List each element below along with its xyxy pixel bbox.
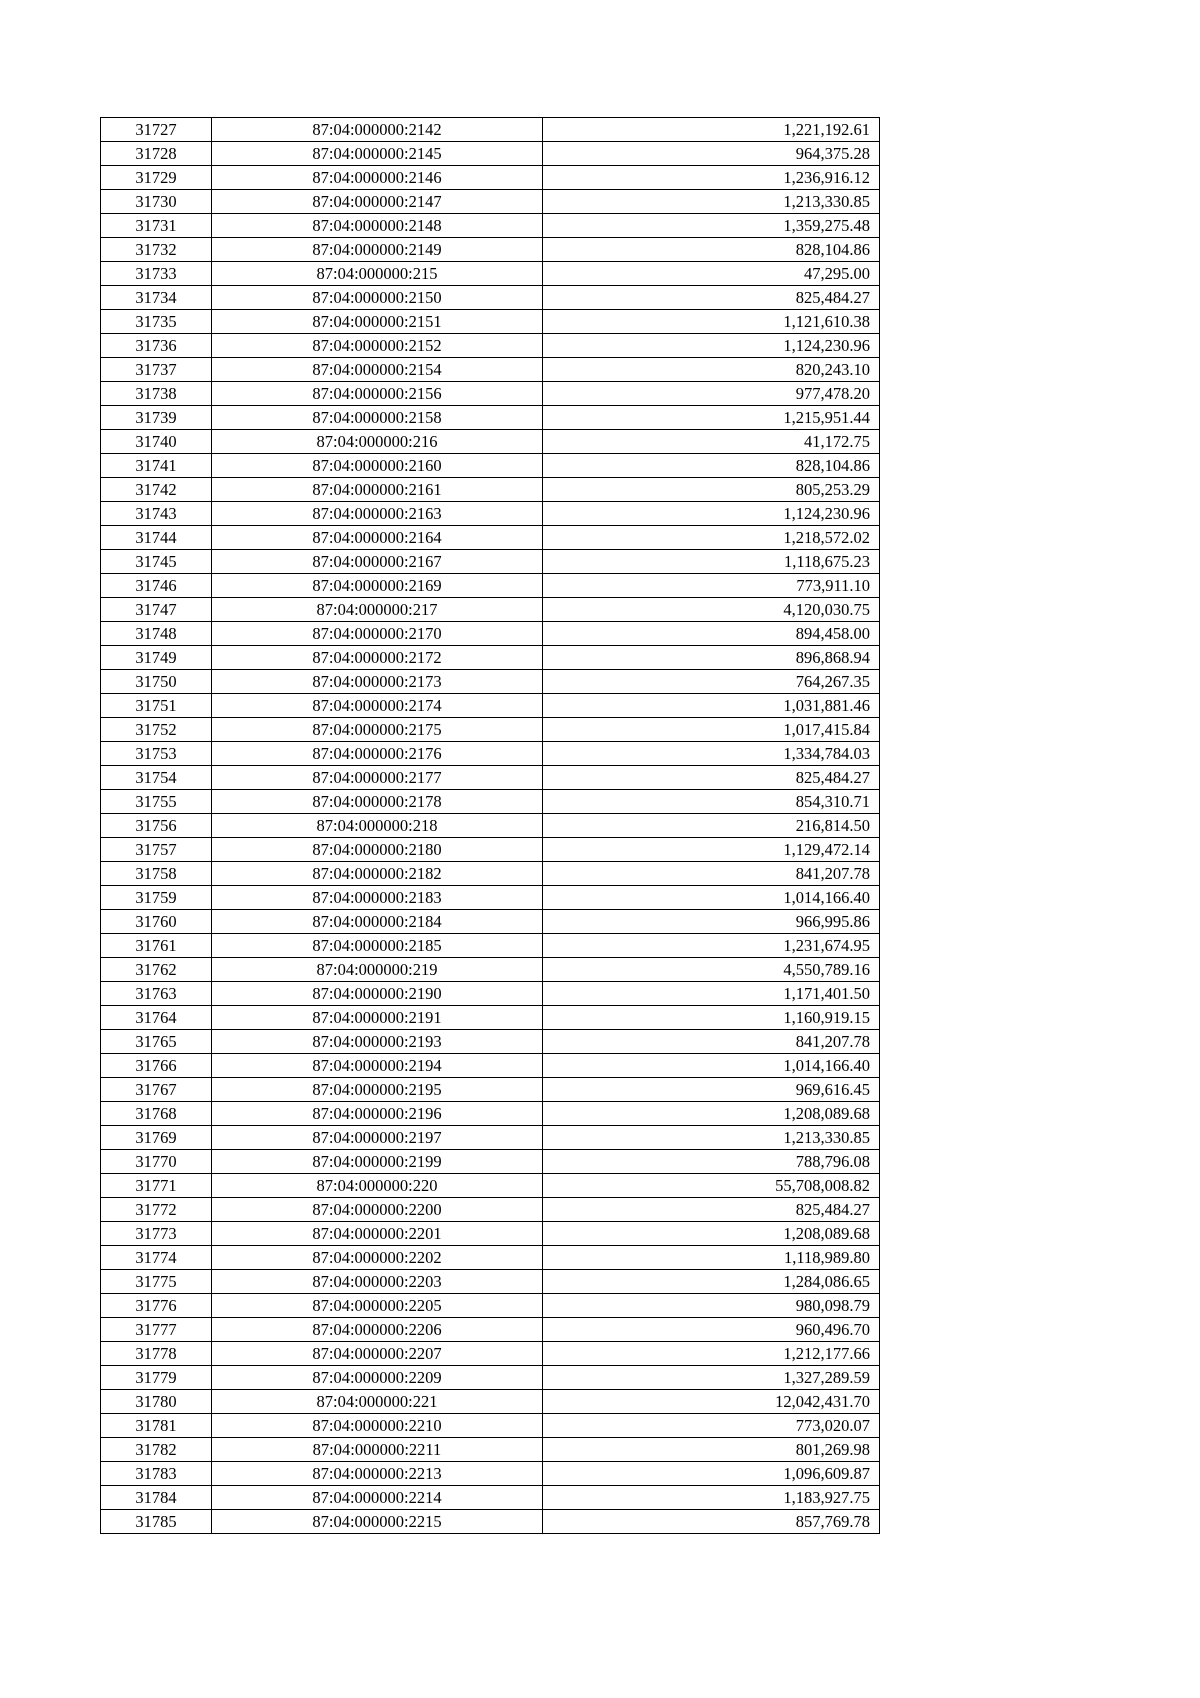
row-number-cell: 31761 [101, 934, 212, 958]
table-row [101, 1342, 880, 1366]
table-row [101, 982, 880, 1006]
table-row [101, 310, 880, 334]
row-number-cell: 31781 [101, 1414, 212, 1438]
table-row [101, 742, 880, 766]
value-cell: 1,118,675.23 [543, 550, 880, 574]
table-row [101, 910, 880, 934]
value-cell: 828,104.86 [543, 454, 880, 478]
row-number-cell: 31765 [101, 1030, 212, 1054]
cadastral-number-cell: 87:04:000000:2206 [212, 1318, 543, 1342]
row-number-cell: 31737 [101, 358, 212, 382]
value-cell: 1,231,674.95 [543, 934, 880, 958]
cadastral-number-cell: 87:04:000000:2174 [212, 694, 543, 718]
table-row [101, 478, 880, 502]
table-row [101, 790, 880, 814]
row-number-cell: 31745 [101, 550, 212, 574]
row-number-cell: 31748 [101, 622, 212, 646]
table-row [101, 838, 880, 862]
value-cell: 55,708,008.82 [543, 1174, 880, 1198]
cadastral-number-cell: 87:04:000000:2191 [212, 1006, 543, 1030]
value-cell: 1,017,415.84 [543, 718, 880, 742]
value-cell: 773,911.10 [543, 574, 880, 598]
cadastral-number-cell: 87:04:000000:2196 [212, 1102, 543, 1126]
table-row [101, 214, 880, 238]
cadastral-number-cell: 87:04:000000:2148 [212, 214, 543, 238]
value-cell: 4,550,789.16 [543, 958, 880, 982]
row-number-cell: 31756 [101, 814, 212, 838]
value-cell: 1,118,989.80 [543, 1246, 880, 1270]
row-number-cell: 31734 [101, 286, 212, 310]
value-cell: 980,098.79 [543, 1294, 880, 1318]
value-cell: 1,160,919.15 [543, 1006, 880, 1030]
row-number-cell: 31777 [101, 1318, 212, 1342]
table-row [101, 262, 880, 286]
row-number-cell: 31742 [101, 478, 212, 502]
cadastral-number-cell: 87:04:000000:2190 [212, 982, 543, 1006]
cadastral-number-cell: 87:04:000000:2167 [212, 550, 543, 574]
value-cell: 1,014,166.40 [543, 1054, 880, 1078]
row-number-cell: 31732 [101, 238, 212, 262]
cadastral-number-cell: 87:04:000000:2147 [212, 190, 543, 214]
value-cell: 773,020.07 [543, 1414, 880, 1438]
table-row [101, 1198, 880, 1222]
row-number-cell: 31755 [101, 790, 212, 814]
cadastral-number-cell: 87:04:000000:2202 [212, 1246, 543, 1270]
table-row [101, 142, 880, 166]
cadastral-number-cell: 87:04:000000:2154 [212, 358, 543, 382]
value-cell: 825,484.27 [543, 766, 880, 790]
cadastral-number-cell: 87:04:000000:2156 [212, 382, 543, 406]
table-row [101, 334, 880, 358]
value-cell: 1,236,916.12 [543, 166, 880, 190]
table-row [101, 1246, 880, 1270]
table-row [101, 1390, 880, 1414]
row-number-cell: 31780 [101, 1390, 212, 1414]
cadastral-number-cell: 87:04:000000:2146 [212, 166, 543, 190]
value-cell: 1,218,572.02 [543, 526, 880, 550]
data-table [100, 117, 880, 1534]
cadastral-number-cell: 87:04:000000:2197 [212, 1126, 543, 1150]
row-number-cell: 31741 [101, 454, 212, 478]
table-row [101, 406, 880, 430]
value-cell: 966,995.86 [543, 910, 880, 934]
table-row [101, 526, 880, 550]
value-cell: 841,207.78 [543, 1030, 880, 1054]
cadastral-number-cell: 87:04:000000:2161 [212, 478, 543, 502]
row-number-cell: 31738 [101, 382, 212, 406]
table-row [101, 574, 880, 598]
table-row [101, 1006, 880, 1030]
cadastral-number-cell: 87:04:000000:2199 [212, 1150, 543, 1174]
table-row [101, 1318, 880, 1342]
value-cell: 1,208,089.68 [543, 1222, 880, 1246]
cadastral-number-cell: 87:04:000000:2203 [212, 1270, 543, 1294]
table-row [101, 958, 880, 982]
cadastral-number-cell: 87:04:000000:2180 [212, 838, 543, 862]
value-cell: 1,334,784.03 [543, 742, 880, 766]
table-row [101, 166, 880, 190]
row-number-cell: 31743 [101, 502, 212, 526]
row-number-cell: 31766 [101, 1054, 212, 1078]
value-cell: 805,253.29 [543, 478, 880, 502]
value-cell: 820,243.10 [543, 358, 880, 382]
table-row [101, 766, 880, 790]
value-cell: 4,120,030.75 [543, 598, 880, 622]
value-cell: 828,104.86 [543, 238, 880, 262]
cadastral-number-cell: 87:04:000000:215 [212, 262, 543, 286]
row-number-cell: 31740 [101, 430, 212, 454]
row-number-cell: 31749 [101, 646, 212, 670]
row-number-cell: 31758 [101, 862, 212, 886]
value-cell: 977,478.20 [543, 382, 880, 406]
cadastral-number-cell: 87:04:000000:2200 [212, 1198, 543, 1222]
row-number-cell: 31754 [101, 766, 212, 790]
cadastral-number-cell: 87:04:000000:217 [212, 598, 543, 622]
table-row [101, 1438, 880, 1462]
row-number-cell: 31746 [101, 574, 212, 598]
table-row [101, 862, 880, 886]
table-row [101, 694, 880, 718]
cadastral-number-cell: 87:04:000000:2152 [212, 334, 543, 358]
row-number-cell: 31776 [101, 1294, 212, 1318]
row-number-cell: 31773 [101, 1222, 212, 1246]
cadastral-number-cell: 87:04:000000:2178 [212, 790, 543, 814]
cadastral-number-cell: 87:04:000000:2182 [212, 862, 543, 886]
row-number-cell: 31772 [101, 1198, 212, 1222]
table-row [101, 430, 880, 454]
value-cell: 1,213,330.85 [543, 1126, 880, 1150]
cadastral-number-cell: 87:04:000000:2150 [212, 286, 543, 310]
row-number-cell: 31728 [101, 142, 212, 166]
value-cell: 41,172.75 [543, 430, 880, 454]
table-row [101, 190, 880, 214]
cadastral-number-cell: 87:04:000000:2158 [212, 406, 543, 430]
row-number-cell: 31770 [101, 1150, 212, 1174]
cadastral-number-cell: 87:04:000000:219 [212, 958, 543, 982]
cadastral-number-cell: 87:04:000000:218 [212, 814, 543, 838]
value-cell: 1,171,401.50 [543, 982, 880, 1006]
value-cell: 764,267.35 [543, 670, 880, 694]
cadastral-number-cell: 87:04:000000:2214 [212, 1486, 543, 1510]
cadastral-number-cell: 87:04:000000:220 [212, 1174, 543, 1198]
row-number-cell: 31775 [101, 1270, 212, 1294]
row-number-cell: 31736 [101, 334, 212, 358]
row-number-cell: 31759 [101, 886, 212, 910]
cadastral-number-cell: 87:04:000000:221 [212, 1390, 543, 1414]
table-row [101, 1414, 880, 1438]
table-row [101, 1486, 880, 1510]
row-number-cell: 31778 [101, 1342, 212, 1366]
value-cell: 1,215,951.44 [543, 406, 880, 430]
cadastral-number-cell: 87:04:000000:2213 [212, 1462, 543, 1486]
row-number-cell: 31735 [101, 310, 212, 334]
cadastral-number-cell: 87:04:000000:2176 [212, 742, 543, 766]
table-row [101, 1174, 880, 1198]
table-row [101, 814, 880, 838]
table-row [101, 1270, 880, 1294]
cadastral-number-cell: 87:04:000000:2175 [212, 718, 543, 742]
cadastral-number-cell: 87:04:000000:216 [212, 430, 543, 454]
row-number-cell: 31760 [101, 910, 212, 934]
value-cell: 788,796.08 [543, 1150, 880, 1174]
cadastral-number-cell: 87:04:000000:2149 [212, 238, 543, 262]
cadastral-number-cell: 87:04:000000:2205 [212, 1294, 543, 1318]
row-number-cell: 31727 [101, 118, 212, 142]
table-row [101, 1510, 880, 1534]
row-number-cell: 31767 [101, 1078, 212, 1102]
cadastral-number-cell: 87:04:000000:2173 [212, 670, 543, 694]
cadastral-number-cell: 87:04:000000:2145 [212, 142, 543, 166]
row-number-cell: 31784 [101, 1486, 212, 1510]
table-row [101, 238, 880, 262]
value-cell: 841,207.78 [543, 862, 880, 886]
row-number-cell: 31782 [101, 1438, 212, 1462]
row-number-cell: 31768 [101, 1102, 212, 1126]
value-cell: 1,284,086.65 [543, 1270, 880, 1294]
value-cell: 964,375.28 [543, 142, 880, 166]
value-cell: 12,042,431.70 [543, 1390, 880, 1414]
value-cell: 1,129,472.14 [543, 838, 880, 862]
cadastral-number-cell: 87:04:000000:2207 [212, 1342, 543, 1366]
cadastral-number-cell: 87:04:000000:2210 [212, 1414, 543, 1438]
value-cell: 216,814.50 [543, 814, 880, 838]
row-number-cell: 31730 [101, 190, 212, 214]
value-cell: 801,269.98 [543, 1438, 880, 1462]
table-row [101, 1126, 880, 1150]
row-number-cell: 31733 [101, 262, 212, 286]
row-number-cell: 31769 [101, 1126, 212, 1150]
table-row [101, 1462, 880, 1486]
row-number-cell: 31764 [101, 1006, 212, 1030]
cadastral-number-cell: 87:04:000000:2170 [212, 622, 543, 646]
table-row [101, 454, 880, 478]
table-row [101, 934, 880, 958]
cadastral-number-cell: 87:04:000000:2184 [212, 910, 543, 934]
row-number-cell: 31731 [101, 214, 212, 238]
table-row [101, 1222, 880, 1246]
cadastral-number-cell: 87:04:000000:2193 [212, 1030, 543, 1054]
value-cell: 896,868.94 [543, 646, 880, 670]
row-number-cell: 31771 [101, 1174, 212, 1198]
table-row [101, 382, 880, 406]
table-row [101, 670, 880, 694]
value-cell: 969,616.45 [543, 1078, 880, 1102]
value-cell: 825,484.27 [543, 286, 880, 310]
row-number-cell: 31779 [101, 1366, 212, 1390]
table-row [101, 718, 880, 742]
table-row [101, 1078, 880, 1102]
table-row [101, 358, 880, 382]
cadastral-number-cell: 87:04:000000:2209 [212, 1366, 543, 1390]
cadastral-number-cell: 87:04:000000:2201 [212, 1222, 543, 1246]
row-number-cell: 31763 [101, 982, 212, 1006]
value-cell: 1,121,610.38 [543, 310, 880, 334]
row-number-cell: 31750 [101, 670, 212, 694]
table-row [101, 1150, 880, 1174]
table-row [101, 1054, 880, 1078]
value-cell: 960,496.70 [543, 1318, 880, 1342]
row-number-cell: 31783 [101, 1462, 212, 1486]
cadastral-number-cell: 87:04:000000:2172 [212, 646, 543, 670]
row-number-cell: 31753 [101, 742, 212, 766]
value-cell: 1,327,289.59 [543, 1366, 880, 1390]
value-cell: 825,484.27 [543, 1198, 880, 1222]
value-cell: 1,031,881.46 [543, 694, 880, 718]
row-number-cell: 31739 [101, 406, 212, 430]
value-cell: 1,124,230.96 [543, 334, 880, 358]
value-cell: 1,014,166.40 [543, 886, 880, 910]
row-number-cell: 31757 [101, 838, 212, 862]
row-number-cell: 31752 [101, 718, 212, 742]
cadastral-number-cell: 87:04:000000:2151 [212, 310, 543, 334]
row-number-cell: 31729 [101, 166, 212, 190]
row-number-cell: 31747 [101, 598, 212, 622]
cadastral-number-cell: 87:04:000000:2183 [212, 886, 543, 910]
cadastral-number-cell: 87:04:000000:2185 [212, 934, 543, 958]
cadastral-number-cell: 87:04:000000:2142 [212, 118, 543, 142]
table-row [101, 646, 880, 670]
row-number-cell: 31751 [101, 694, 212, 718]
table-row [101, 550, 880, 574]
cadastral-number-cell: 87:04:000000:2195 [212, 1078, 543, 1102]
cadastral-number-cell: 87:04:000000:2215 [212, 1510, 543, 1534]
table-row [101, 1294, 880, 1318]
value-cell: 1,183,927.75 [543, 1486, 880, 1510]
row-number-cell: 31785 [101, 1510, 212, 1534]
value-cell: 894,458.00 [543, 622, 880, 646]
value-cell: 1,359,275.48 [543, 214, 880, 238]
value-cell: 47,295.00 [543, 262, 880, 286]
table-row [101, 622, 880, 646]
cadastral-number-cell: 87:04:000000:2194 [212, 1054, 543, 1078]
table-row [101, 286, 880, 310]
table-row [101, 886, 880, 910]
value-cell: 1,208,089.68 [543, 1102, 880, 1126]
row-number-cell: 31762 [101, 958, 212, 982]
value-cell: 1,212,177.66 [543, 1342, 880, 1366]
row-number-cell: 31774 [101, 1246, 212, 1270]
table-row [101, 1366, 880, 1390]
value-cell: 1,221,192.61 [543, 118, 880, 142]
cadastral-number-cell: 87:04:000000:2164 [212, 526, 543, 550]
value-cell: 1,124,230.96 [543, 502, 880, 526]
cadastral-number-cell: 87:04:000000:2177 [212, 766, 543, 790]
table-row [101, 1102, 880, 1126]
cadastral-number-cell: 87:04:000000:2169 [212, 574, 543, 598]
cadastral-number-cell: 87:04:000000:2163 [212, 502, 543, 526]
value-cell: 854,310.71 [543, 790, 880, 814]
table-row [101, 502, 880, 526]
table-body [101, 118, 880, 1534]
value-cell: 857,769.78 [543, 1510, 880, 1534]
cadastral-number-cell: 87:04:000000:2211 [212, 1438, 543, 1462]
value-cell: 1,213,330.85 [543, 190, 880, 214]
table-row [101, 1030, 880, 1054]
table-row [101, 598, 880, 622]
row-number-cell: 31744 [101, 526, 212, 550]
value-cell: 1,096,609.87 [543, 1462, 880, 1486]
table-row [101, 118, 880, 142]
cadastral-number-cell: 87:04:000000:2160 [212, 454, 543, 478]
